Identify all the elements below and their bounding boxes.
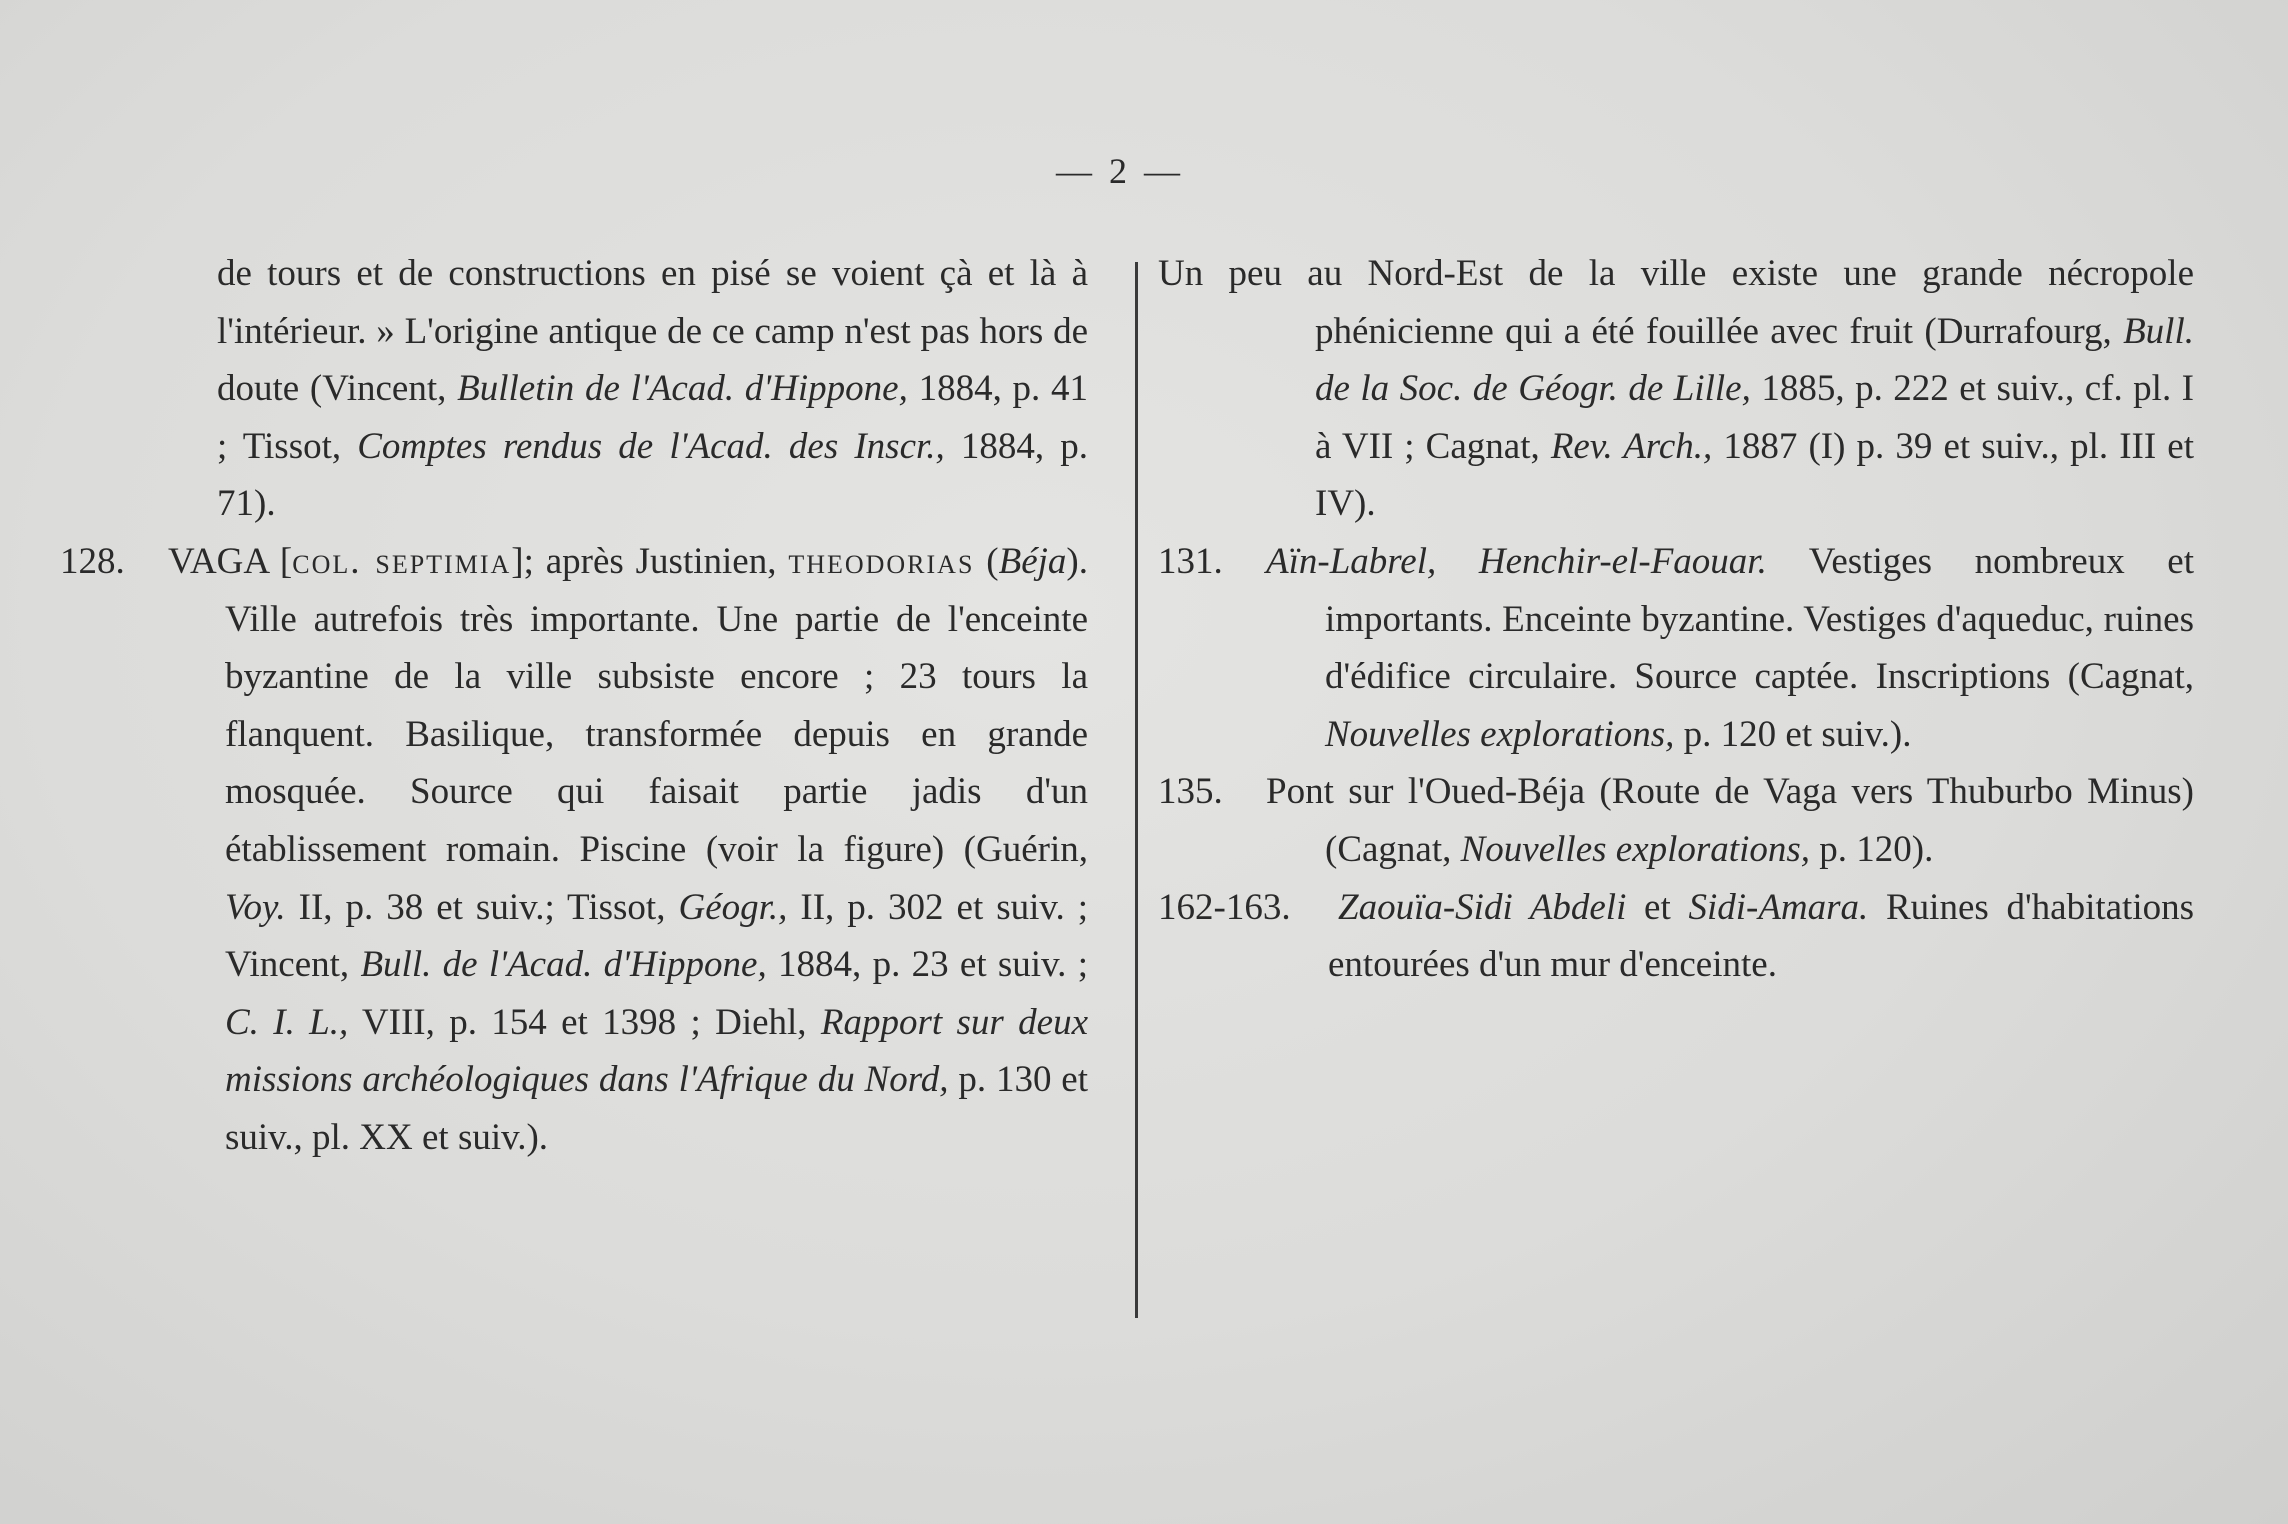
- text-run: p. 120 et suiv.).: [1674, 713, 1912, 755]
- text-run: de tours et de constructions en pisé se voient çà et là à l'intérieur. » L'origine antique de ce camp n'est pas hors de doute (Vincent,: [217, 253, 1088, 410]
- text-run: Un peu au Nord-Est de la ville existe une grande nécropole phénicienne qui a été fouillée avec fruit (Durrafourg,: [1158, 253, 2194, 352]
- paragraph-continuation-left: [60, 245, 1088, 533]
- entry-number: 162-163.: [1158, 886, 1291, 928]
- site-name: VAGA: [168, 540, 269, 582]
- text-run: et: [1626, 886, 1689, 928]
- paragraph-continuation-right: [1158, 245, 2194, 533]
- entry-128: [60, 533, 1088, 1167]
- text-run: (: [974, 540, 999, 582]
- text-run: II, p. 302 et suiv. ; Vincent,: [225, 886, 1089, 986]
- citation-title: Nouvelles explorations,: [1325, 713, 1675, 755]
- text-run: Vestiges nombreux et importants. Enceinte byzantine. Vestiges d'aqueduc, ruines d'édifice circulaire. Source captée. Inscriptions (Cagnat,: [1325, 540, 2194, 698]
- text-run: 1887 (I) p. 39 et suiv., pl. III et IV).: [1315, 425, 2194, 525]
- modern-name: Béja: [998, 540, 1067, 582]
- text-run: VIII, p. 154 et 1398 ; Diehl,: [348, 1001, 807, 1043]
- entry-135: [1158, 763, 2194, 878]
- citation-title: Rapport sur deux missions archéologiques dans l'Afrique du Nord,: [225, 1001, 1089, 1101]
- text-run: 1884, p. 23 et suiv. ;: [766, 944, 1089, 986]
- citation-title: Voy.: [225, 886, 286, 928]
- ancient-name: col. septimia: [292, 540, 512, 582]
- text-run: Ruines d'habitations entourées d'un mur d'enceinte.: [1328, 886, 2195, 986]
- site-name: Aïn-Labrel, Henchir-el-Faouar.: [1266, 540, 1767, 582]
- entry-number: 128.: [60, 540, 125, 582]
- citation-title: Bulletin de l'Acad. d'Hippone,: [457, 368, 908, 410]
- site-name: Zaouïa-Sidi Abdeli: [1338, 886, 1627, 928]
- column-divider: [1135, 262, 1138, 1318]
- citation-title: C. I. L.,: [225, 1001, 349, 1043]
- citation-title: Nouvelles explorations,: [1460, 828, 1811, 870]
- text-run: 1884, p. 41 ; Tissot,: [217, 368, 1088, 467]
- text-run: [: [268, 540, 293, 582]
- entry-131: [1158, 533, 2194, 763]
- entry-number: 131.: [1158, 540, 1223, 582]
- citation-title: Bull. de l'Acad. d'Hippone,: [360, 944, 767, 986]
- text-run: ). Ville autrefois très importante. Une partie de l'enceinte byzantine de la ville subsiste encore ; 23 tours la flanquent. Basilique, transformée depuis en grande mosquée. Source qui faisait partie jadis d'un établissement romain. Piscine (voir la figure) (Guérin,: [225, 540, 1088, 870]
- entry-number: 135.: [1158, 771, 1223, 813]
- citation-title: Géogr.,: [678, 886, 788, 928]
- text-run: 1884, p. 71).: [217, 425, 1089, 525]
- citation-title: Bull. de la Soc. de Géogr. de Lille,: [1315, 310, 2194, 410]
- text-run: p. 120).: [1810, 828, 1934, 870]
- text-run: ]; après Justinien,: [511, 540, 777, 582]
- ancient-name: theodorias: [788, 540, 975, 582]
- text-run: Pont sur l'Oued-Béja (Route de Vaga vers Thuburbo Minus) (Cagnat,: [1266, 771, 2194, 870]
- text-run: 1885, p. 222 et suiv., cf. pl. I à VII ; Cagnat,: [1315, 368, 2194, 467]
- right-column: [1158, 245, 2194, 994]
- citation-title: Comptes rendus de l'Acad. des Inscr.,: [357, 425, 945, 467]
- left-column: [60, 245, 1088, 1167]
- site-name: Sidi-Amara.: [1688, 886, 1869, 928]
- entry-162-163: [1158, 879, 2194, 994]
- page-number: — 2 —: [1056, 151, 1184, 191]
- text-run: p. 130 et suiv., pl. XX et suiv.).: [225, 1059, 1088, 1158]
- text-run: II, p. 38 et suiv.; Tissot,: [285, 886, 666, 928]
- citation-title: Rev. Arch.,: [1550, 425, 1713, 467]
